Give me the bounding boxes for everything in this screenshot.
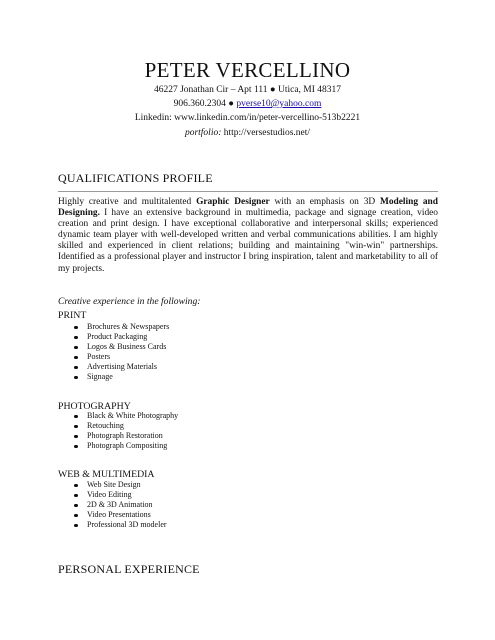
qualifications-title: QUALIFICATIONS PROFILE [58,171,213,185]
bullet-icon [74,336,78,340]
profile-bold-1: Graphic Designer [196,197,270,207]
list-item-text: Posters [87,352,111,361]
bullet-icon [74,504,78,508]
profile-text-3: I have an extensive background in multimedia, package and signage creation, video creation and print design. I have exceptional collaborative and interpersonal skills; experienced dynamic team player with well-developed written and verbal communications abilities. I am highly skilled and experienced in client relations; building and maintaining "win-win" partnerships. Identified as a professional player and instructor I bring inspiration, talent and marketability to all of my projects. [58,208,438,274]
list-item-text: Video Presentations [87,510,151,519]
list-item [74,362,169,372]
list-item-text: Professional 3D modeler [87,520,167,529]
bullet-icon [74,514,78,518]
list-item-text: Signage [87,372,113,381]
list-item-text: Brochures & Newspapers [87,322,170,331]
list-item [74,322,169,332]
candidate-name: PETER VERCELLINO [144,58,351,82]
bullet-icon [74,346,78,350]
email-link[interactable]: pverse10@yahoo.com [236,99,322,109]
bullet-icon [74,356,78,360]
list-item [74,520,167,530]
list-item [74,352,169,362]
list-item-text: Advertising Materials [87,362,157,371]
list-item [74,332,169,342]
linkedin-url: www.linkedin.com/in/peter-vercellino-513b2221 [174,113,361,123]
list-item [74,500,167,510]
list-item-text: Web Site Design [87,480,141,489]
bullet-icon [74,415,78,419]
bullet-icon [74,494,78,498]
linkedin-line [0,111,495,125]
creative-subhead: Creative experience in the following: [58,296,201,307]
list-item-text: Video Editing [87,490,132,499]
list-item [74,490,167,500]
list-item-text: 2D & 3D Animation [87,500,153,509]
print-title: PRINT [58,310,87,321]
list-item [74,510,167,520]
contact-line [0,97,495,111]
address-line: 46227 Jonathan Cir – Apt 111 ● Utica, MI 48317 [153,85,342,95]
bullet-icon [74,326,78,330]
bullet-icon [74,366,78,370]
web-multimedia-list [74,480,167,530]
list-item-text: Logos & Business Cards [87,342,167,351]
list-item-text: Black & White Photography [87,411,179,420]
list-item [74,441,178,451]
section-divider [58,191,438,192]
list-item [74,411,178,421]
print-list [74,322,169,382]
profile-text-2: with an emphasis on 3D [269,197,380,207]
bullet-icon [74,425,78,429]
bullet-icon [74,484,78,488]
bullet-icon [74,524,78,528]
bullet-icon [74,445,78,449]
photography-title: PHOTOGRAPHY [58,401,131,412]
list-item-text: Retouching [87,421,124,430]
photography-list [74,411,178,451]
list-item [74,372,169,382]
bullet-icon [74,376,78,380]
list-item-text: Photograph Restoration [87,431,163,440]
list-item [74,431,178,441]
list-item [74,342,169,352]
web-multimedia-title: WEB & MULTIMEDIA [58,469,155,480]
list-item [74,421,178,431]
bullet-icon [74,435,78,439]
phone-number: 906.360.2304 ● [173,99,234,109]
profile-text-1: Highly creative and multitalented [58,197,197,207]
qualifications-paragraph [58,197,438,275]
portfolio-label: portfolio: [184,128,222,138]
portfolio-url: http://versestudios.net/ [223,128,311,138]
profile-bold-2: Modeling and Designing. [58,197,438,219]
personal-experience-title: PERSONAL EXPERIENCE [58,562,200,576]
list-item-text: Photograph Compositing [87,441,168,450]
list-item [74,480,167,490]
portfolio-line [0,126,495,140]
list-item-text: Product Packaging [87,332,148,341]
linkedin-label: Linkedin: [134,113,172,123]
